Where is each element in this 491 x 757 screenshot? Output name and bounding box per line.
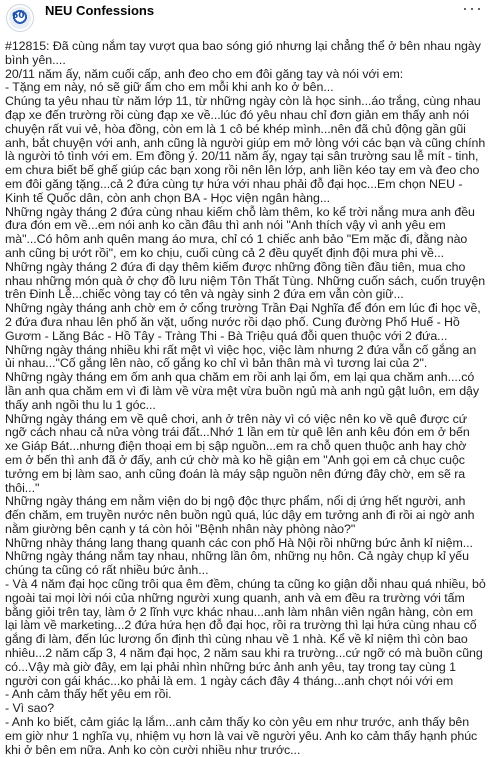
more-options-icon[interactable]: ··· (462, 0, 483, 18)
page-name[interactable]: NEU Confessions (45, 3, 155, 18)
post-body (5, 40, 486, 757)
post-paragraph: Những ngày tháng 2 đứa đi dạy thêm kiếm được những đồng tiền đầu tiên, mua cho nhau những món quà ở chợ đồ lưu niệm Tôn Thất Tùng. Những cuốn sách, cuốn truyện trên Đinh Lễ...chiếc vòng tay có tên và ngày sinh 2 đứa em vẫn còn giữ... (5, 259, 486, 302)
post-paragraph: Những ngày tháng em nằm viện do bị ngộ độc thực phẩm, nổi dị ứng hết người, anh đến chăm, em truyền nước nên buồn ngủ quá, lúc dậy em tưởng anh đi rồi ai ngờ anh nằm giường bên cạnh y tá còn hỏi "Bệnh nhân này phòng nào?" (5, 494, 475, 536)
post-paragraph: Những ngày tháng nắm tay nhau, những lần ôm, những nụ hôn. Cả ngày chụp kỉ yếu chúng ta cũng có rất nhiều bức ảnh... (5, 549, 469, 578)
post-paragraph: - Tặng em này, nó sẽ giữ ấm cho em mỗi khi anh ko ở bên... (5, 80, 334, 95)
post-paragraph: Những ngày tháng em về quê chơi, anh ở trên này vì có việc nên ko về quê được cứ ngỡ cách nhau cả nửa vòng trái đất...Nhớ 1 lần em từ quê lên anh kêu đón em ở bến xe Giáp Bát...nhưng điện thoại em bị sập nguồn...em ra chỗ quen thuộc anh hay chờ em ở bến thì anh đã ở đấy, anh cứ chờ mà ko hề giận em "Anh gọi em cả chục cuộc tưởng em bị làm sao, anh cũng đoán là máy sập nguồn nên đứng đây chờ, em sẽ ra thôi..." (5, 411, 470, 495)
post-paragraph: Những ngày tháng em ốm anh qua chăm em rồi anh lại ốm, em lại qua chăm anh....có lần anh qua chăm em vì đi làm về vừa mệt vừa buồn ngủ mà anh ngủ gật luôn, em dậy thấy anh ngồi thu lu 1 góc... (5, 370, 480, 412)
post-paragraph: Những nhày tháng lang thang quanh các con phố Hà Nội rồi những bức ảnh kỉ niệm... (5, 535, 473, 550)
post-paragraph: Chúng ta yêu nhau từ năm lớp 11, từ những ngày còn là học sinh...áo trắng, cùng nhau đạp xe đến trường rồi cùng đạp xe về...lúc đó yêu nhau chỉ đơn giản em thấy anh nói chuyện rất vui vẻ, hòa đồng, còn em là 1 cô bé khép mình...nên đã chủ động gần gũi anh, bắt chuyện với anh, anh cũng là người giúp em mở lòng với các bạn và cũng chính là người tỏ tình với em. Em đồng ý. 20/11 năm ấy, ngay tại sân trường sau lễ mít - tinh, em chưa biết bế ghế giúp các bạn xong rồi nên lên lớp, anh liền kéo tay em và đeo cho em đôi găng tặng...cả 2 đứa cùng tự hứa với nhau phải đỗ đại học...Em chọn NEU - Kinh tế Quốc dân, còn anh chọn BA - Học viện ngân hàng... (5, 94, 486, 205)
post-header (0, 0, 491, 40)
post-paragraph: - Anh cảm thấy hết yêu em rồi. (5, 687, 172, 702)
post-paragraph: - Và 4 năm đại học cũng trôi qua êm đềm, chúng ta cũng ko giận dỗi nhau quá nhiều, bỏ ngoài tai mọi lời nói của những người xung quanh, anh và em đều ra trường với tấm bằng giỏi trên tay, làm ở 2 lĩnh vực khác nhau...anh làm nhân viên ngân hàng, còn em lại làm về marketing...2 đứa hứa hẹn đỗ đại học, rồi ra trường thì lại hứa cùng nhau cố gắng đi làm, đến lúc lương ổn định thì cùng nhau về 1 nhà. Kể về kỉ niệm thì còn bao nhiêu...2 năm cấp 3, 4 năm đại học, 2 năm sau khi ra trường...cứ ngỡ có mà buồn cũng có...Vậy mà giờ đây, em lại phải nhìn những bức ảnh anh yêu, tay trong tay cùng 1 người con gái khác...ko phải là em. 1 ngày cách đây 4 tháng...anh chợt nói với em (5, 577, 486, 688)
post-paragraph: - Anh ko biết, cảm giác lạ lắm...anh cảm thấy ko còn yêu em như trước, anh thấy bên em giờ như 1 nghĩa vụ, nhiệm vụ hơn là vai về người yêu. Anh ko cảm thấy hạnh phúc khi ở bên em nữa. Anh ko còn cười nhiều như trước... (5, 715, 478, 757)
post-paragraph: - Vì sao? (5, 701, 55, 716)
page-avatar[interactable] (6, 4, 34, 32)
post-paragraph: Những ngày tháng 2 đứa cùng nhau kiếm chỗ làm thêm, ko kể trời nắng mưa anh đều đưa đón em về...em nói anh ko cần đâu thì anh nói "Anh thích vậy vì anh yêu em mà"...Có hôm anh quên mang áo mưa, chỉ có 1 chiếc anh bảo "Em mặc đi, đằng nào anh cũng bị ướt rồi", em ko chịu, cuối cùng cả 2 đều quyết định đội mưa phi về... (5, 204, 475, 260)
neu-logo-icon (9, 7, 31, 29)
post-paragraph: Những ngày tháng anh chờ em ở cổng trường Trần Đại Nghĩa để đón em lúc đi học về, 2 đứa đưa nhau lên phố ăn vặt, uống nước rồi dạo phố. Cung đường Phố Huế - Hồ Gươm - Lăng Bác - Hồ Tây - Tràng Thi - Bà Triệu quá đỗi quen thuộc với 2 đứa... (5, 301, 481, 343)
post-paragraph: #12815: Đã cùng nắm tay vượt qua bao sóng gió nhưng lại chẳng thể ở bên nhau ngày bình yên.... (5, 39, 481, 67)
post-paragraph: 20/11 năm ấy, năm cuối cấp, anh đeo cho em đôi găng tay và nói với em: (5, 66, 404, 81)
post-paragraph: Những ngày tháng nhiều khi rất mệt vì việc học, việc làm nhưng 2 đứa vẫn cố gắng an ủi nhau..."Cố gắng lên nào, cố gắng ko chỉ vì bản thân mà vì tương lai của 2". (5, 342, 477, 371)
avatar-number: 60 (12, 11, 25, 21)
